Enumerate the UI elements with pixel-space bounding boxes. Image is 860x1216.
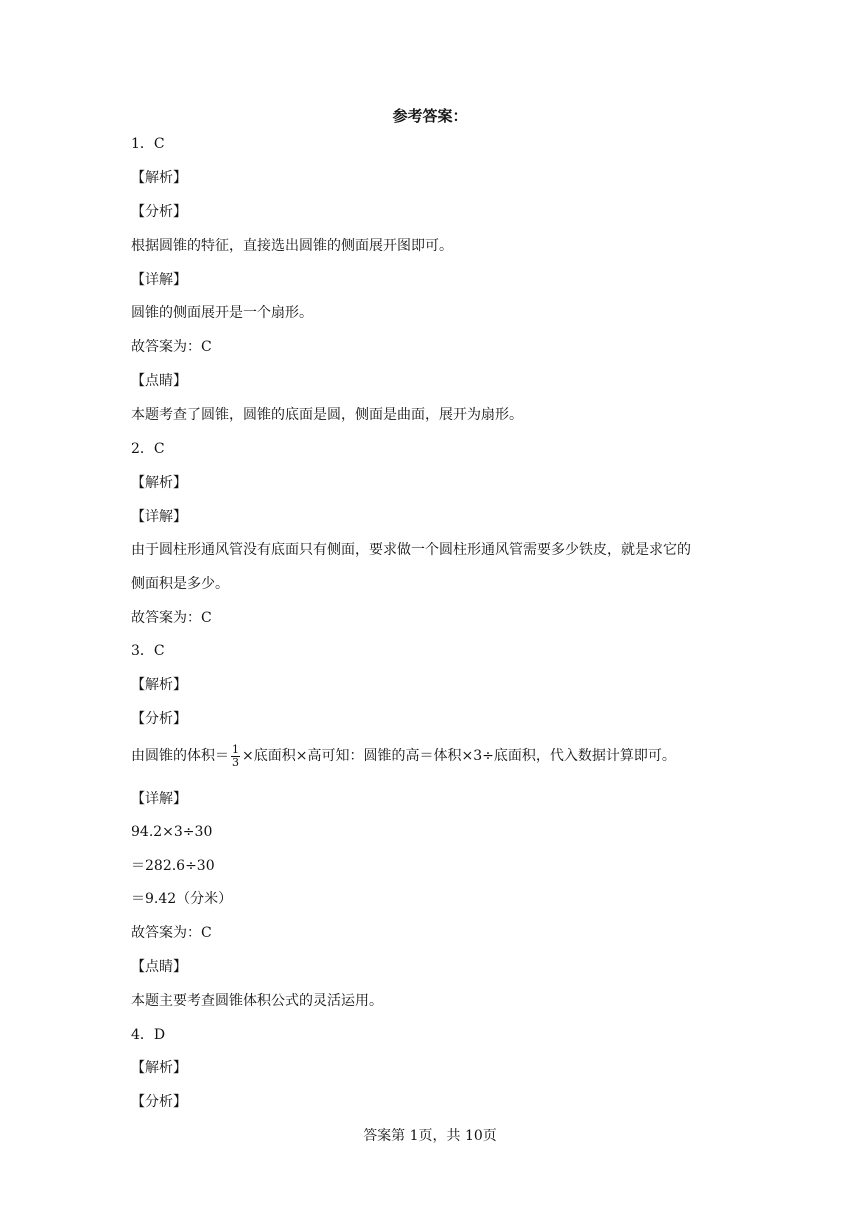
q3-answer: 3．C	[131, 643, 165, 659]
q3-fenxi-heading: 【分析】	[131, 711, 187, 727]
formula-before: 由圆锥的体积＝	[131, 748, 229, 764]
q2-answer: 2．C	[131, 441, 165, 457]
q3-fenxi-formula	[131, 740, 676, 772]
q3-result: 故答案为：C	[131, 925, 212, 941]
q3-comment-text: 本题主要考查圆锥体积公式的灵活运用。	[131, 993, 383, 1009]
page-footer: 答案第 1页，共 10页	[363, 1128, 497, 1144]
q4-answer: 4．D	[131, 1027, 166, 1043]
fraction-one-third	[231, 744, 240, 769]
q4-analysis-heading: 【解析】	[131, 1060, 187, 1076]
q2-detail-heading: 【详解】	[131, 509, 187, 525]
q1-detail-text: 圆锥的侧面展开是一个扇形。	[131, 305, 313, 321]
q1-answer: 1．C	[131, 136, 165, 152]
q2-result: 故答案为：C	[131, 610, 212, 626]
q1-fenxi-heading: 【分析】	[131, 204, 187, 220]
q3-detail-heading: 【详解】	[131, 791, 187, 807]
q1-analysis-heading: 【解析】	[131, 170, 187, 186]
page-title: 参考答案：	[392, 107, 468, 125]
q2-detail-text-1: 由于圆柱形通风管没有底面只有侧面，要求做一个圆柱形通风管需要多少铁皮，就是求它的	[131, 542, 691, 558]
q3-calc-1: 94.2×3÷30	[131, 824, 213, 840]
q1-detail-heading: 【详解】	[131, 272, 187, 288]
q1-result: 故答案为：C	[131, 339, 212, 355]
q3-comment-heading: 【点睛】	[131, 959, 187, 975]
q1-comment-heading: 【点睛】	[131, 373, 187, 389]
q3-calc-3: ＝9.42（分米）	[131, 891, 233, 907]
q1-comment-text: 本题考查了圆锥，圆锥的底面是圆，侧面是曲面，展开为扇形。	[131, 407, 523, 423]
q1-fenxi-text: 根据圆锥的特征，直接选出圆锥的侧面展开图即可。	[131, 238, 453, 254]
fraction-denominator: 3	[232, 755, 239, 769]
q2-analysis-heading: 【解析】	[131, 475, 187, 491]
q2-detail-text-2: 侧面积是多少。	[131, 576, 229, 592]
q3-analysis-heading: 【解析】	[131, 677, 187, 693]
q4-fenxi-heading: 【分析】	[131, 1094, 187, 1110]
formula-after: ×底面积×高可知：圆锥的高＝体积×3÷底面积，代入数据计算即可。	[242, 748, 676, 764]
fraction-numerator: 1	[232, 742, 239, 756]
q3-calc-2: ＝282.6÷30	[131, 858, 215, 874]
